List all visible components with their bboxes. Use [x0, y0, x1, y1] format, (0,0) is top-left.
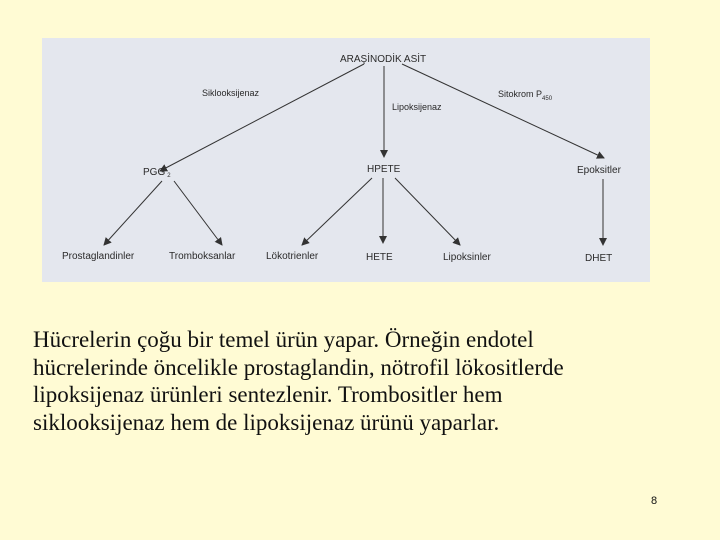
- node-lokotrienler: Lökotrienler: [266, 251, 319, 262]
- node-tromboksanlar: Tromboksanlar: [169, 251, 236, 262]
- body-paragraph: [33, 326, 703, 436]
- node-epoksitler: Epoksitler: [577, 165, 621, 176]
- edge-pgg2-to-prostaglandinler: [104, 181, 162, 245]
- pathway-diagram-svg: [42, 38, 650, 282]
- label-sitokrom-main: Sitokrom P: [498, 89, 543, 99]
- node-hete: HETE: [366, 252, 393, 263]
- node-pgg2: [143, 167, 171, 179]
- label-sitokrom-p450: [498, 89, 553, 102]
- label-siklooksijenaz: Siklooksijenaz: [202, 88, 260, 98]
- node-arasinodik-asit: ARAŞİNODİK ASİT: [340, 54, 427, 65]
- body-line-2: hücrelerinde öncelikle prostaglandin, nötrofil lökositlerde: [33, 354, 564, 380]
- page-number: 8: [651, 495, 658, 507]
- node-dhet: DHET: [585, 253, 613, 264]
- label-lipoksijenaz: Lipoksijenaz: [392, 102, 442, 112]
- node-hpete: HPETE: [367, 164, 401, 175]
- body-line-1: Hücrelerin çoğu bir temel ürün yapar. Örneğin endotel: [33, 327, 534, 352]
- node-prostaglandinler: Prostaglandinler: [62, 251, 135, 262]
- node-pgg2-main: PGG: [143, 167, 166, 178]
- pathway-diagram: [42, 38, 650, 282]
- body-line-3: lipoksijenaz ürünleri sentezlenir. Trombositler hem: [33, 382, 503, 407]
- body-line-4: siklooksijenaz hem de lipoksijenaz ürünü yaparlar.: [33, 409, 500, 435]
- edge-pgg2-to-tromboksanlar: [174, 181, 222, 245]
- label-sitokrom-subscript: 450: [542, 96, 553, 102]
- node-pgg2-subscript: 2: [167, 173, 171, 179]
- edge-root-to-pgg2: [160, 64, 364, 171]
- edge-hpete-to-lokotrienler: [302, 178, 372, 245]
- node-lipoksinler: Lipoksinler: [443, 252, 491, 263]
- edge-hpete-to-lipoksinler: [395, 178, 460, 245]
